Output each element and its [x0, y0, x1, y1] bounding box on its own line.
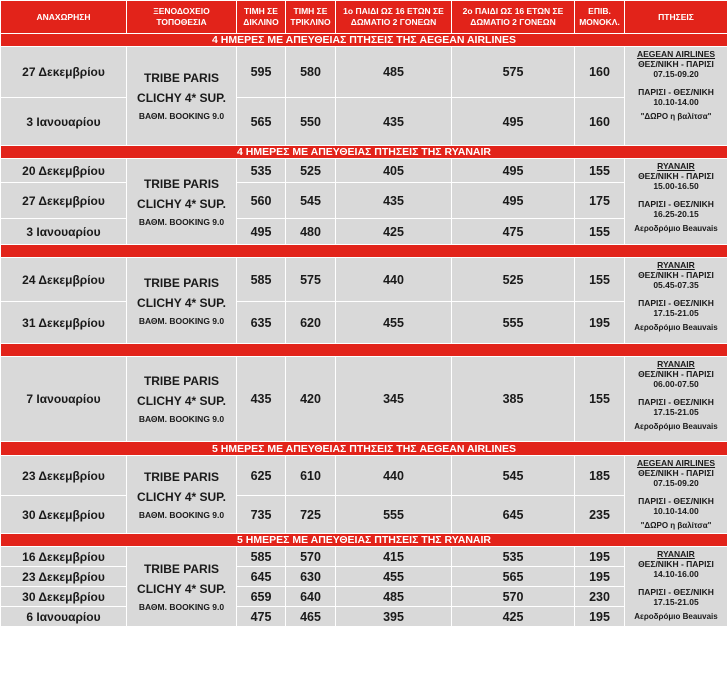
flight-time-return: 10.10-14.00 [653, 506, 699, 516]
flight-route-return: ΠΑΡΙΣΙ - ΘΕΣ/ΝΙΚΗ [638, 496, 714, 506]
price-single: 160 [575, 98, 625, 146]
price-triple: 525 [286, 159, 336, 183]
hotel-name-line1: TRIBE PARIS [143, 176, 220, 191]
table-row [1, 357, 727, 442]
price-triple: 550 [286, 98, 336, 146]
departure-date: 16 Δεκεμβρίου [1, 547, 127, 567]
header-departure: ΑΝΑΧΩΡΗΣΗ [1, 1, 127, 34]
price-single: 235 [575, 496, 625, 534]
flights-cell [625, 258, 727, 344]
price-child2: 495 [452, 183, 575, 219]
section-header-row [1, 245, 727, 258]
table-row [1, 159, 727, 183]
hotel-name-line1: TRIBE PARIS [143, 71, 220, 85]
price-single: 155 [575, 357, 625, 442]
hotel-rating: ΒΑΘΜ. BOOKING 9.0 [138, 216, 225, 227]
price-child2: 495 [452, 159, 575, 183]
price-child2: 545 [452, 456, 575, 496]
departure-date: 3 Ιανουαρίου [1, 98, 127, 146]
flight-time-return: 17.15-21.05 [653, 407, 699, 417]
price-child1: 345 [336, 357, 452, 442]
price-double: 625 [237, 456, 286, 496]
price-single: 175 [575, 183, 625, 219]
hotel-name-line1: TRIBE PARIS [143, 275, 220, 290]
hotel-cell [127, 47, 237, 146]
price-double: 645 [237, 567, 286, 587]
section-title [1, 344, 727, 357]
departure-date: 30 Δεκεμβρίου [1, 496, 127, 534]
price-triple: 620 [286, 302, 336, 344]
price-child1: 405 [336, 159, 452, 183]
hotel-cell [127, 456, 237, 534]
section-header-row [1, 344, 727, 357]
price-triple: 630 [286, 567, 336, 587]
price-double: 635 [237, 302, 286, 344]
spacer [625, 290, 727, 298]
flight-route-return: ΠΑΡΙΣΙ - ΘΕΣ/ΝΙΚΗ [638, 87, 714, 97]
hotel-name-line2: CLICHY 4* SUP. [137, 196, 226, 211]
departure-date: 3 Ιανουαρίου [1, 219, 127, 245]
table-row [1, 183, 727, 219]
section-title [1, 245, 727, 258]
departure-date: 31 Δεκεμβρίου [1, 302, 127, 344]
price-single: 185 [575, 456, 625, 496]
flight-time-outbound: 14.10-16.00 [653, 569, 699, 579]
price-single: 195 [575, 302, 625, 344]
section-title: 5 ΗΜΕΡΕΣ ΜΕ ΑΠΕΥΘΕΙΑΣ ΠΤΗΣΕΙΣ ΤΗΣ RYANAIR [1, 534, 727, 547]
price-triple: 480 [286, 219, 336, 245]
header-child1: 1ο ΠΑΙΔΙ ΩΣ 16 ΕΤΩΝ ΣΕ ΔΩΜΑΤΙΟ 2 ΓΟΝΕΩΝ [336, 1, 452, 34]
price-double: 585 [237, 258, 286, 302]
flight-route-outbound: ΘΕΣ/ΝΙΚΗ - ΠΑΡΙΣΙ [638, 559, 714, 569]
hotel-name-line2: CLICHY 4* SUP. [137, 394, 226, 408]
spacer [625, 389, 727, 397]
flight-note: Αεροδρόμιο Beauvais [634, 612, 718, 621]
price-double: 585 [237, 547, 286, 567]
price-triple: 545 [286, 183, 336, 219]
price-triple: 610 [286, 456, 336, 496]
table-row [1, 567, 727, 587]
section-title: 4 ΗΜΕΡΕΣ ΜΕ ΑΠΕΥΘΕΙΑΣ ΠΤΗΣΕΙΣ ΤΗΣ RYANAIR [1, 146, 727, 159]
table-row [1, 587, 727, 607]
price-triple: 575 [286, 258, 336, 302]
section-header-row [1, 534, 727, 547]
hotel-rating: ΒΑΘΜ. BOOKING 9.0 [138, 414, 225, 424]
hotel-name-line1: TRIBE PARIS [143, 469, 220, 484]
hotel-name-line1: TRIBE PARIS [143, 561, 220, 576]
price-single: 195 [575, 547, 625, 567]
price-double: 435 [237, 357, 286, 442]
spacer [625, 79, 727, 87]
section-header-row [1, 442, 727, 456]
table-row [1, 547, 727, 567]
header-hotel: ΞΕΝΟΔΟΧΕΙΟ ΤΟΠΟΘΕΣΙΑ [127, 1, 237, 34]
price-single: 230 [575, 587, 625, 607]
header-child2: 2ο ΠΑΙΔΙ ΩΣ 16 ΕΤΩΝ ΣΕ ΔΩΜΑΤΙΟ 2 ΓΟΝΕΩΝ [452, 1, 575, 34]
price-child1: 435 [336, 98, 452, 146]
flight-note: Αεροδρόμιο Beauvais [634, 323, 718, 332]
table-row [1, 98, 727, 146]
price-child2: 535 [452, 547, 575, 567]
price-double: 495 [237, 219, 286, 245]
flights-cell [625, 159, 727, 245]
flight-route-return: ΠΑΡΙΣΙ - ΘΕΣ/ΝΙΚΗ [638, 298, 714, 308]
flight-time-return: 17.15-21.05 [653, 308, 699, 318]
flight-time-outbound: 15.00-16.50 [653, 181, 699, 191]
hotel-name-line2: CLICHY 4* SUP. [137, 91, 226, 105]
departure-date: 6 Ιανουαρίου [1, 607, 127, 627]
price-double: 565 [237, 98, 286, 146]
hotel-rating: ΒΑΘΜ. BOOKING 9.0 [138, 601, 225, 612]
hotel-cell [127, 547, 237, 627]
price-double: 659 [237, 587, 286, 607]
section-title: 5 ΗΜΕΡΕΣ ΜΕ ΑΠΕΥΘΕΙΑΣ ΠΤΗΣΕΙΣ ΤΗΣ AEGEAN AIRLINES [1, 442, 727, 456]
price-triple: 570 [286, 547, 336, 567]
table-row [1, 219, 727, 245]
table-row [1, 302, 727, 344]
price-single: 155 [575, 159, 625, 183]
hotel-rating: ΒΑΘΜ. BOOKING 9.0 [138, 509, 225, 520]
flight-route-outbound: ΘΕΣ/ΝΙΚΗ - ΠΑΡΙΣΙ [638, 59, 714, 69]
spacer [625, 191, 727, 199]
spacer [625, 579, 727, 587]
flight-time-return: 16.25-20.15 [653, 209, 699, 219]
price-child1: 440 [336, 456, 452, 496]
price-child2: 475 [452, 219, 575, 245]
header-row [1, 1, 727, 34]
price-single: 155 [575, 219, 625, 245]
flight-time-outbound: 06.00-07.50 [653, 379, 699, 389]
price-child1: 440 [336, 258, 452, 302]
price-child2: 385 [452, 357, 575, 442]
price-child2: 575 [452, 47, 575, 98]
flight-note: "ΔΩΡΟ η βαλίτσα" [640, 112, 712, 121]
header-single: ΕΠΙΒ. ΜΟΝΟΚΛ. [575, 1, 625, 34]
price-double: 535 [237, 159, 286, 183]
price-triple: 580 [286, 47, 336, 98]
flight-route-outbound: ΘΕΣ/ΝΙΚΗ - ΠΑΡΙΣΙ [638, 270, 714, 280]
flight-airline: AEGEAN AIRLINES [636, 49, 716, 59]
flight-route-return: ΠΑΡΙΣΙ - ΘΕΣ/ΝΙΚΗ [638, 199, 714, 209]
hotel-cell [127, 357, 237, 442]
flight-route-outbound: ΘΕΣ/ΝΙΚΗ - ΠΑΡΙΣΙ [638, 171, 714, 181]
price-child1: 485 [336, 47, 452, 98]
header-triple: ΤΙΜΗ ΣΕ ΤΡΙΚΛΙΝΟ [286, 1, 336, 34]
price-child1: 395 [336, 607, 452, 627]
table-row [1, 607, 727, 627]
price-child1: 455 [336, 302, 452, 344]
price-child1: 415 [336, 547, 452, 567]
price-single: 195 [575, 567, 625, 587]
price-double: 560 [237, 183, 286, 219]
departure-date: 27 Δεκεμβρίου [1, 47, 127, 98]
price-child1: 435 [336, 183, 452, 219]
section-header-row [1, 146, 727, 159]
flight-airline: RYANAIR [657, 359, 695, 369]
flight-airline: RYANAIR [657, 260, 695, 270]
flights-cell [625, 357, 727, 442]
flight-time-return: 10.10-14.00 [653, 97, 699, 107]
price-single: 155 [575, 258, 625, 302]
departure-date: 20 Δεκεμβρίου [1, 159, 127, 183]
departure-date: 7 Ιανουαρίου [1, 357, 127, 442]
hotel-cell [127, 159, 237, 245]
flight-time-outbound: 05.45-07.35 [653, 280, 699, 290]
section-header-row [1, 34, 727, 47]
price-child2: 525 [452, 258, 575, 302]
price-single: 160 [575, 47, 625, 98]
header-double: ΤΙΜΗ ΣΕ ΔΙΚΛΙΝΟ [237, 1, 286, 34]
flight-airline: RYANAIR [657, 161, 695, 171]
table-row [1, 47, 727, 98]
flight-note: "ΔΩΡΟ η βαλίτσα" [640, 521, 712, 530]
price-child1: 455 [336, 567, 452, 587]
price-table-body [1, 34, 727, 627]
price-triple: 725 [286, 496, 336, 534]
flight-route-return: ΠΑΡΙΣΙ - ΘΕΣ/ΝΙΚΗ [638, 587, 714, 597]
section-title: 4 ΗΜΕΡΕΣ ΜΕ ΑΠΕΥΘΕΙΑΣ ΠΤΗΣΕΙΣ ΤΗΣ AEGEAN AIRLINES [1, 34, 727, 47]
price-child2: 495 [452, 98, 575, 146]
hotel-rating: ΒΑΘΜ. BOOKING 9.0 [138, 315, 225, 326]
price-triple: 640 [286, 587, 336, 607]
flight-note: Αεροδρόμιο Beauvais [634, 224, 718, 233]
hotel-name-line1: TRIBE PARIS [143, 374, 220, 388]
price-child2: 425 [452, 607, 575, 627]
price-triple: 420 [286, 357, 336, 442]
price-double: 735 [237, 496, 286, 534]
table-row [1, 456, 727, 496]
departure-date: 27 Δεκεμβρίου [1, 183, 127, 219]
price-child2: 555 [452, 302, 575, 344]
departure-date: 30 Δεκεμβρίου [1, 587, 127, 607]
price-single: 195 [575, 607, 625, 627]
hotel-name-line2: CLICHY 4* SUP. [137, 581, 226, 596]
table-row [1, 496, 727, 534]
flight-airline: RYANAIR [657, 549, 695, 559]
flights-cell [625, 47, 727, 146]
flight-note: Αεροδρόμιο Beauvais [634, 422, 718, 431]
price-double: 475 [237, 607, 286, 627]
price-child1: 485 [336, 587, 452, 607]
hotel-name-line2: CLICHY 4* SUP. [137, 489, 226, 504]
price-child2: 645 [452, 496, 575, 534]
hotel-name-line2: CLICHY 4* SUP. [137, 295, 226, 310]
price-child2: 565 [452, 567, 575, 587]
flight-time-return: 17.15-21.05 [653, 597, 699, 607]
table-row [1, 258, 727, 302]
departure-date: 23 Δεκεμβρίου [1, 456, 127, 496]
flights-cell [625, 456, 727, 534]
hotel-cell [127, 258, 237, 344]
price-child1: 425 [336, 219, 452, 245]
flight-route-return: ΠΑΡΙΣΙ - ΘΕΣ/ΝΙΚΗ [638, 397, 714, 407]
price-child2: 570 [452, 587, 575, 607]
flights-cell [625, 547, 727, 627]
departure-date: 23 Δεκεμβρίου [1, 567, 127, 587]
flight-route-outbound: ΘΕΣ/ΝΙΚΗ - ΠΑΡΙΣΙ [638, 468, 714, 478]
flight-time-outbound: 07.15-09.20 [653, 478, 699, 488]
flight-time-outbound: 07.15-09.20 [653, 69, 699, 79]
price-triple: 465 [286, 607, 336, 627]
spacer [625, 488, 727, 496]
price-double: 595 [237, 47, 286, 98]
flight-route-outbound: ΘΕΣ/ΝΙΚΗ - ΠΑΡΙΣΙ [638, 369, 714, 379]
hotel-rating: ΒΑΘΜ. BOOKING 9.0 [138, 111, 225, 121]
flight-airline: AEGEAN AIRLINES [636, 458, 716, 468]
header-flights: ΠΤΗΣΕΙΣ [625, 1, 727, 34]
price-child1: 555 [336, 496, 452, 534]
departure-date: 24 Δεκεμβρίου [1, 258, 127, 302]
